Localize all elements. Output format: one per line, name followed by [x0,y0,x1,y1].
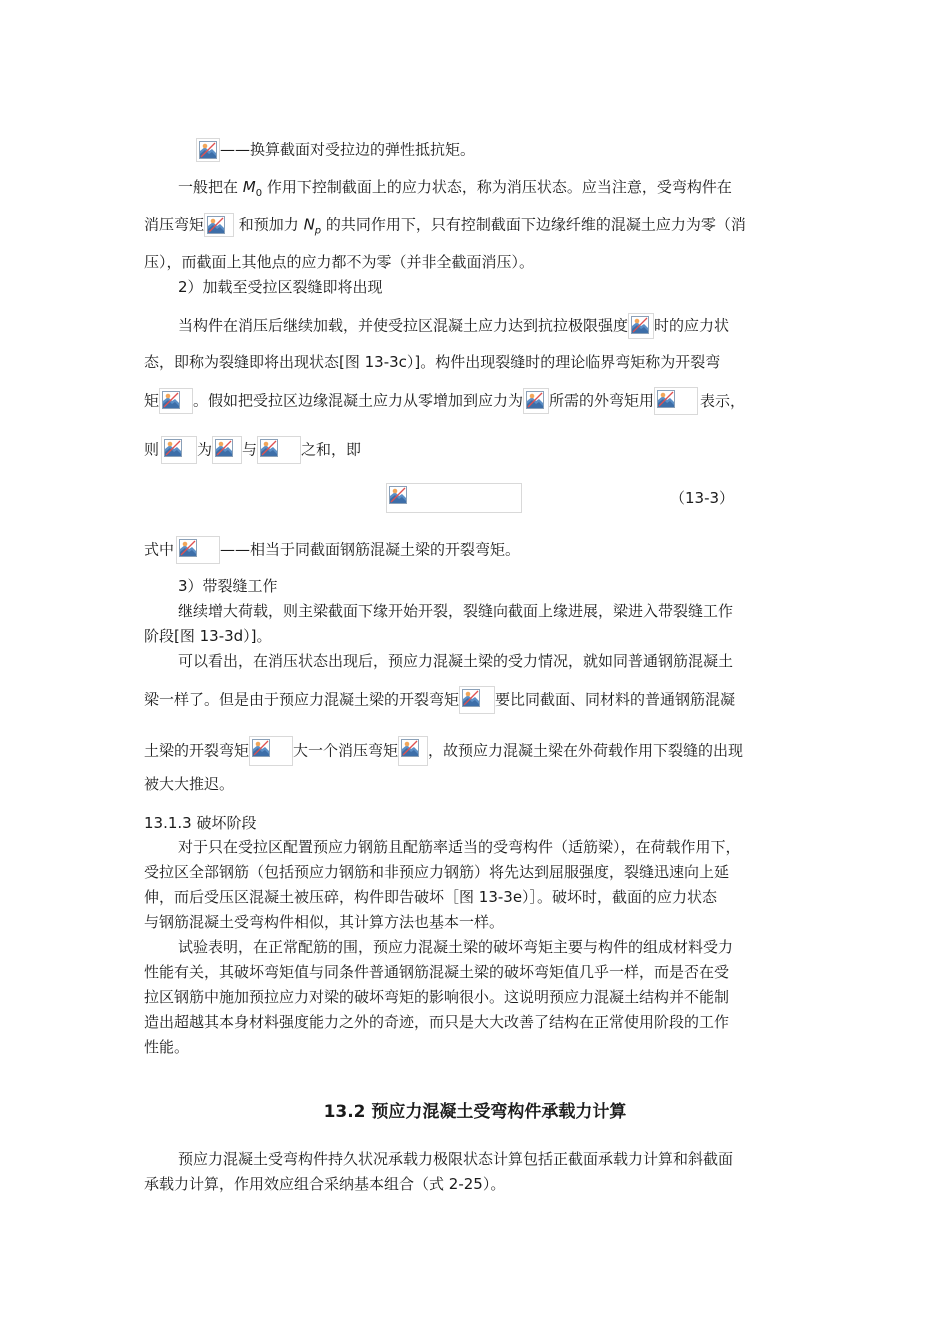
paragraph-line: 一般把在 $M_0$ 作用下控制截面上的应力状态，称为消压状态。应当注意，受弯构件在 [178,178,732,199]
broken-image-icon [257,436,301,464]
paragraph-line: 性能。 [144,1038,190,1056]
paragraph-line: 拉区钢筋中施加预拉应力对梁的破坏弯矩的影响很小。这说明预应力混凝土结构并不能制 [144,988,730,1006]
paragraph-line: 试验表明，在正常配筋的围，预应力混凝土梁的破坏弯矩主要与构件的组成材料受力 [178,938,734,956]
equation-image-icon [386,483,522,513]
broken-image-icon [196,138,220,162]
definition-text: ——换算截面对受拉边的弹性抵抗矩。 [220,140,476,159]
paragraph-line: 态，即称为裂缝即将出现状态[图 13-3c）]。构件出现裂缝时的理论临界弯矩称为开裂弯 [144,353,721,371]
paragraph-line: 梁一样了。但是由于预应力混凝土梁的开裂弯矩 要比同截面、同材料的普通钢筋混凝 [144,686,950,714]
broken-image-icon [212,436,242,464]
paragraph-line: 对于只在受拉区配置预应力钢筋且配筋率适当的受弯构件（适筋梁），在荷载作用下， [178,838,741,856]
broken-image-icon [159,388,193,414]
paragraph-line: 阶段[图 13-3d）]。 [144,627,272,645]
paragraph-line: 则 为 与 之和，即 [144,436,950,464]
broken-image-icon [459,686,495,714]
paragraph-line: 承载力计算，作用效应组合采纳基本组合（式 2-25）。 [144,1175,506,1193]
paragraph-line: 受拉区全部钢筋（包括预应力钢筋和非预应力钢筋）将先达到屈服强度，裂缝迅速向上延 [144,863,730,881]
section-heading: 13.1.3 破坏阶段 [144,814,257,832]
broken-image-icon [654,387,698,415]
equation-row [386,483,950,513]
paragraph-line: 伸，而后受压区混凝土被压碎，构件即告破坏［图 13-3e）］。破坏时，截面的应力状态 [144,888,718,906]
paragraph-line: 预应力混凝土受弯构件持久状况承载力极限状态计算包括正截面承载力计算和斜截面 [178,1150,734,1168]
paragraph-line: 消压弯矩 和预加力 $N_p$ 的共同作用下，只有控制截面下边缘纤维的混凝土应力为零（消 [144,213,950,243]
paragraph-line: 土梁的开裂弯矩 大一个消压弯矩 ，故预应力混凝土梁在外荷载作用下裂缝的出现 [144,736,950,766]
broken-image-icon [161,436,197,464]
paragraph-line: 与钢筋混凝土受弯构件相似，其计算方法也基本一样。 [144,913,505,931]
paragraph-line: 式中 ——相当于同截面钢筋混凝土梁的开裂弯矩。 [144,536,950,564]
subsection-heading: 2）加载至受拉区裂缝即将出现 [178,278,383,296]
section-title: 13.2 预应力混凝土受弯构件承载力计算 [323,1102,627,1122]
paragraph-line: 矩 。假如把受拉区边缘混凝土应力从零增加到应力为 所需的外弯矩用 表示， [144,387,950,415]
broken-image-icon [204,213,234,237]
paragraph-line: 压），而截面上其他点的应力都不为零（并非全截面消压）。 [144,253,535,271]
subsection-heading: 3）带裂缝工作 [178,577,278,595]
equation-number: （13-3） [670,489,735,507]
broken-image-icon [628,313,654,339]
paragraph-line: 造出超越其本身材料强度能力之外的奇迹，而只是大大改善了结构在正常使用阶段的工作 [144,1013,730,1031]
broken-image-icon [249,736,293,766]
broken-image-icon [523,388,549,414]
broken-image-icon [398,736,428,766]
paragraph-line: 被大大推迟。 [144,775,235,793]
definition-line [196,138,950,162]
broken-image-icon [176,536,220,564]
paragraph-line: 当构件在消压后继续加载，并使受拉区混凝土应力达到抗拉极限强度 时的应力状 [178,313,950,339]
paragraph-line: 性能有关，其破坏弯矩值与同条件普通钢筋混凝土梁的破坏弯矩值几乎一样，而是否在受 [144,963,730,981]
paragraph-line: 可以看出，在消压状态出现后，预应力混凝土梁的受力情况，就如同普通钢筋混凝土 [178,652,734,670]
paragraph-line: 继续增大荷载，则主梁截面下缘开始开裂，裂缝向截面上缘进展，梁进入带裂缝工作 [178,602,734,620]
